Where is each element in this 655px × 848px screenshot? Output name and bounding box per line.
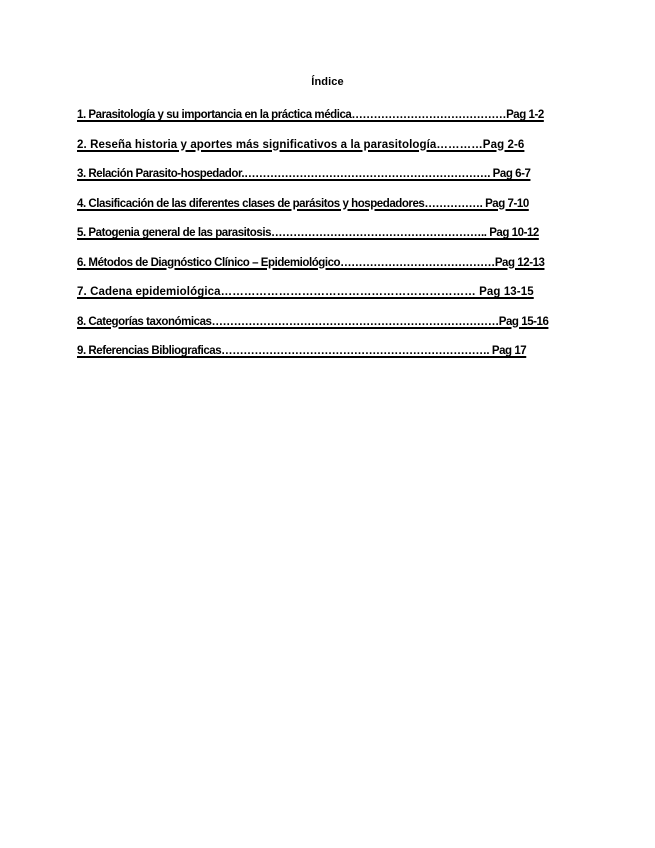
toc-entry-5[interactable]: 5. Patogenia general de las parasitosis………………………………………………….. Pag 10-12: [77, 227, 539, 239]
toc-entry-6[interactable]: 6. Métodos de Diagnóstico Clínico – Epidemiológico……………………………………Pag 12-13: [77, 256, 545, 269]
page-title: Índice: [311, 76, 344, 88]
toc-entry-8[interactable]: 8. Categorías taxonómicas……………………………………………………………………Pag 15-16: [77, 315, 549, 328]
toc-entry-4[interactable]: 4. Clasificación de las diferentes clases de parásitos y hospedadores……………. Pag 7-10: [77, 197, 529, 210]
toc-entry-7[interactable]: 7. Cadena epidemiológica………………………………………………………… Pag 13-15: [77, 286, 534, 298]
toc-entry-1[interactable]: 1. Parasitología y su importancia en la práctica médica……………………………………Pag 1-2: [77, 109, 544, 121]
toc-entry-2[interactable]: 2. Reseña historia y aportes más significativos a la parasitología…………Pag 2-6: [77, 138, 525, 151]
table-of-contents: [77, 107, 578, 373]
toc-entry-9[interactable]: 9. Referencias Bibliograficas………………………………………………………………. Pag 17: [77, 345, 527, 357]
toc-entry-3[interactable]: 3. Relación Parasito-hospedador.…………………………………………………………. Pag 6-7: [77, 168, 531, 180]
